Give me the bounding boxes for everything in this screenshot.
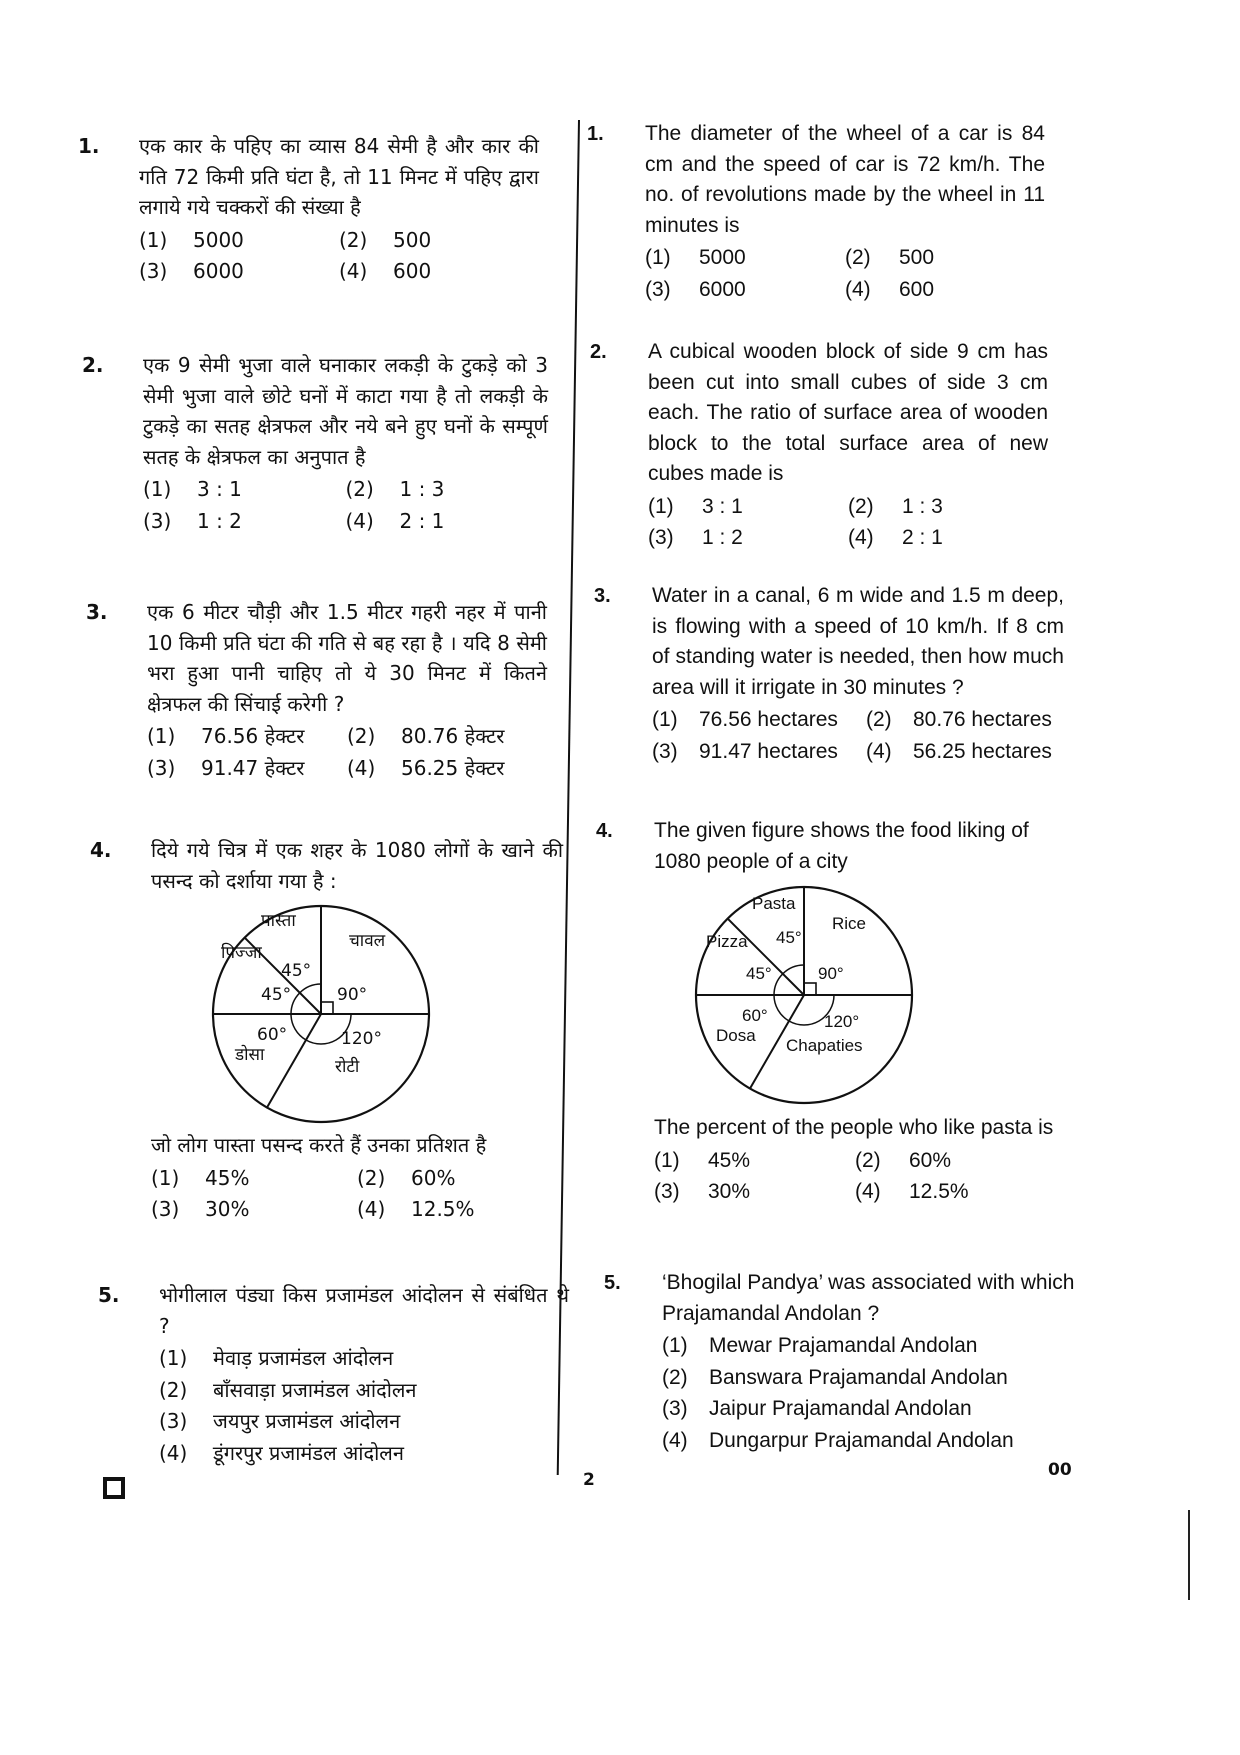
option-4[interactable]: (4) Dungarpur Prajamandal Andolan (662, 1428, 1014, 1452)
question-stem: The diameter of the wheel of a car is 84 cm and the speed of car is 72 km/h. The no. of revolutions made by the wheel in 11 minutes is (645, 122, 1045, 237)
pie-label-pasta: पास्ता (261, 911, 296, 931)
options (143, 474, 548, 536)
question-number: 2. (590, 341, 607, 363)
options (645, 243, 1045, 305)
option-4[interactable]: (4) 56.25 hectares (866, 739, 1052, 763)
option-2[interactable]: (2) 60% (855, 1148, 952, 1172)
option-4[interactable]: (4) डूंगरपुर प्रजामंडल आंदोलन (159, 1440, 404, 1465)
pie-angle-pizza: 45° (746, 964, 772, 983)
scan-edge-mark (1188, 1510, 1190, 1600)
question-stem: एक 6 मीटर चौड़ी और 1.5 मीटर गहरी नहर में पानी 10 किमी प्रति घंटा की गति से बह रहा है । यदि 8 सेमी भरा हुआ पानी चाहिए तो ये 30 मिनट में कितने क्षेत्रफल की सिंचाई करेगी ? (147, 600, 547, 716)
option-4[interactable]: (4) 600 (339, 259, 432, 283)
option-1[interactable]: (1) 45% (654, 1148, 751, 1172)
option-2[interactable]: (2) Banswara Prajamandal Andolan (662, 1365, 1008, 1389)
question-number: 2. (82, 353, 104, 377)
question-number: 1. (587, 123, 604, 145)
options (159, 1343, 569, 1468)
options (652, 705, 1064, 767)
option-2[interactable]: (2) 60% (357, 1165, 456, 1190)
question-stem-2: जो लोग पास्ता पसन्द करते हैं उनका प्रतिशत है (151, 1133, 487, 1157)
option-3[interactable]: (3) 6000 (139, 259, 244, 283)
question-number: 3. (86, 600, 108, 624)
option-2[interactable]: (2) 1 : 3 (345, 477, 445, 501)
pie-angle-pasta: 45° (281, 961, 312, 981)
question-stem-2: The percent of the people who like pasta is (654, 1116, 1054, 1139)
option-3[interactable]: (3) जयपुर प्रजामंडल आंदोलन (159, 1409, 401, 1433)
pie-angle-chapati: 120° (341, 1029, 382, 1049)
booklet-code: 00 (1048, 1460, 1072, 1480)
pie-label-rice: चावल (349, 931, 386, 951)
options (147, 721, 547, 783)
question-stem: Water in a canal, 6 m wide and 1.5 m deep, is flowing with a speed of 10 km/h. If 8 cm of standing water is needed, then how much area will it irrigate in 30 minutes ? (652, 584, 1064, 699)
pie-angle-pizza: 45° (261, 985, 292, 1005)
question-stem: एक कार के पहिए का व्यास 84 सेमी है और कार की गति 72 किमी प्रति घंटा है, तो 11 मिनट में पहिए द्वारा लगाये गये चक्करों की संख्या है (139, 134, 539, 219)
pie-label-dosa: Dosa (716, 1026, 756, 1045)
option-3[interactable]: (3) 6000 (645, 277, 746, 301)
option-1[interactable]: (1) Mewar Prajamandal Andolan (662, 1334, 978, 1357)
option-3[interactable]: (3) 1 : 2 (143, 508, 242, 533)
option-2[interactable]: (2) बाँसवाड़ा प्रजामंडल आंदोलन (159, 1377, 417, 1402)
option-3[interactable]: (3) 91.47 हेक्टर (147, 755, 305, 780)
column-divider (557, 120, 580, 1475)
option-4[interactable]: (4) 2 : 1 (848, 526, 943, 549)
page-number: 2 (583, 1470, 595, 1490)
pie-angle-rice: 90° (818, 964, 844, 983)
pie-label-dosa: डोसा (235, 1045, 265, 1065)
question-number: 1. (78, 134, 100, 158)
option-1[interactable]: (1) 45% (151, 1165, 250, 1190)
options (151, 1163, 563, 1225)
options (662, 1331, 1082, 1456)
question-stem: भोगीलाल पंड्या किस प्रजामंडल आंदोलन से संबंधित थे ? (159, 1283, 569, 1338)
pie-angle-rice: 90° (337, 985, 368, 1005)
option-1[interactable]: (1) 76.56 हेक्टर (147, 724, 305, 748)
option-1[interactable]: (1) 3 : 1 (143, 477, 242, 501)
options (654, 1146, 1056, 1208)
option-2[interactable]: (2) 1 : 3 (848, 494, 943, 518)
option-3[interactable]: (3) Jaipur Prajamandal Andolan (662, 1397, 972, 1420)
pie-label-rice: Rice (832, 914, 867, 933)
option-3[interactable]: (3) 91.47 hectares (652, 739, 838, 763)
pie-chart-en (692, 883, 1056, 1107)
options (139, 225, 539, 287)
option-4[interactable]: (4) 2 : 1 (345, 508, 445, 533)
option-1[interactable]: (1) 5000 (139, 227, 244, 252)
pie-label-pasta: Pasta (752, 894, 796, 913)
question-number: 4. (596, 820, 613, 842)
option-4[interactable]: (4) 600 (845, 277, 935, 301)
option-2[interactable]: (2) 500 (339, 227, 432, 252)
option-4[interactable]: (4) 12.5% (855, 1180, 969, 1203)
question-number: 4. (90, 838, 112, 862)
option-3[interactable]: (3) 30% (151, 1197, 250, 1221)
option-4[interactable]: (4) 56.25 हेक्टर (347, 755, 505, 780)
option-3[interactable]: (3) 1 : 2 (648, 526, 743, 549)
option-2[interactable]: (2) 500 (845, 246, 935, 269)
question-number: 5. (98, 1283, 120, 1307)
option-4[interactable]: (4) 12.5% (357, 1197, 475, 1221)
pie-chart-svg (209, 902, 433, 1126)
option-1[interactable]: (1) 5000 (645, 246, 746, 269)
question-stem: The given figure shows the food liking of 1080 people of a city (654, 819, 1029, 873)
question-stem: A cubical wooden block of side 9 cm has been cut into small cubes of side 3 cm each. The ratio of surface area of wooden block to the total surface area of new cubes made is (648, 340, 1048, 485)
option-3[interactable]: (3) 30% (654, 1180, 751, 1203)
pie-angle-chapati: 120° (824, 1012, 860, 1031)
pie-label-pizza: पिज्जा (221, 943, 262, 963)
option-2[interactable]: (2) 80.76 हेक्टर (347, 724, 505, 748)
corner-square-mark (103, 1477, 125, 1499)
option-2[interactable]: (2) 80.76 hectares (866, 708, 1052, 731)
question-stem: ‘Bhogilal Pandya’ was associated with which Prajamandal Andolan ? (662, 1271, 1075, 1325)
question-number: 3. (594, 585, 611, 607)
pie-angle-dosa: 60° (742, 1006, 768, 1025)
pie-chart-hi (209, 902, 563, 1126)
question-stem: दिये गये चित्र में एक शहर के 1080 लोगों के खाने की पसन्द को दर्शाया गया है : (151, 838, 563, 893)
option-1[interactable]: (1) मेवाड़ प्रजामंडल आंदोलन (159, 1346, 394, 1370)
option-1[interactable]: (1) 3 : 1 (648, 494, 743, 518)
question-stem: एक 9 सेमी भुजा वाले घनाकार लकड़ी के टुकड़े को 3 सेमी भुजा वाले छोटे घनों में काटा गया है तो लकड़ी के टुकड़े का सतह क्षेत्रफल और नये बने हुए घनों के सम्पूर्ण सतह के क्षेत्रफल का अनुपात है (143, 353, 548, 469)
pie-chart-svg (692, 883, 916, 1107)
options (648, 492, 1048, 554)
pie-angle-pasta: 45° (776, 928, 802, 947)
pie-label-chapati: Chapaties (786, 1036, 863, 1055)
pie-angle-dosa: 60° (257, 1025, 288, 1045)
option-1[interactable]: (1) 76.56 hectares (652, 708, 838, 731)
question-number: 5. (604, 1272, 621, 1294)
pie-label-chapati: रोटी (335, 1057, 360, 1077)
pie-label-pizza: Pizza (706, 932, 748, 951)
